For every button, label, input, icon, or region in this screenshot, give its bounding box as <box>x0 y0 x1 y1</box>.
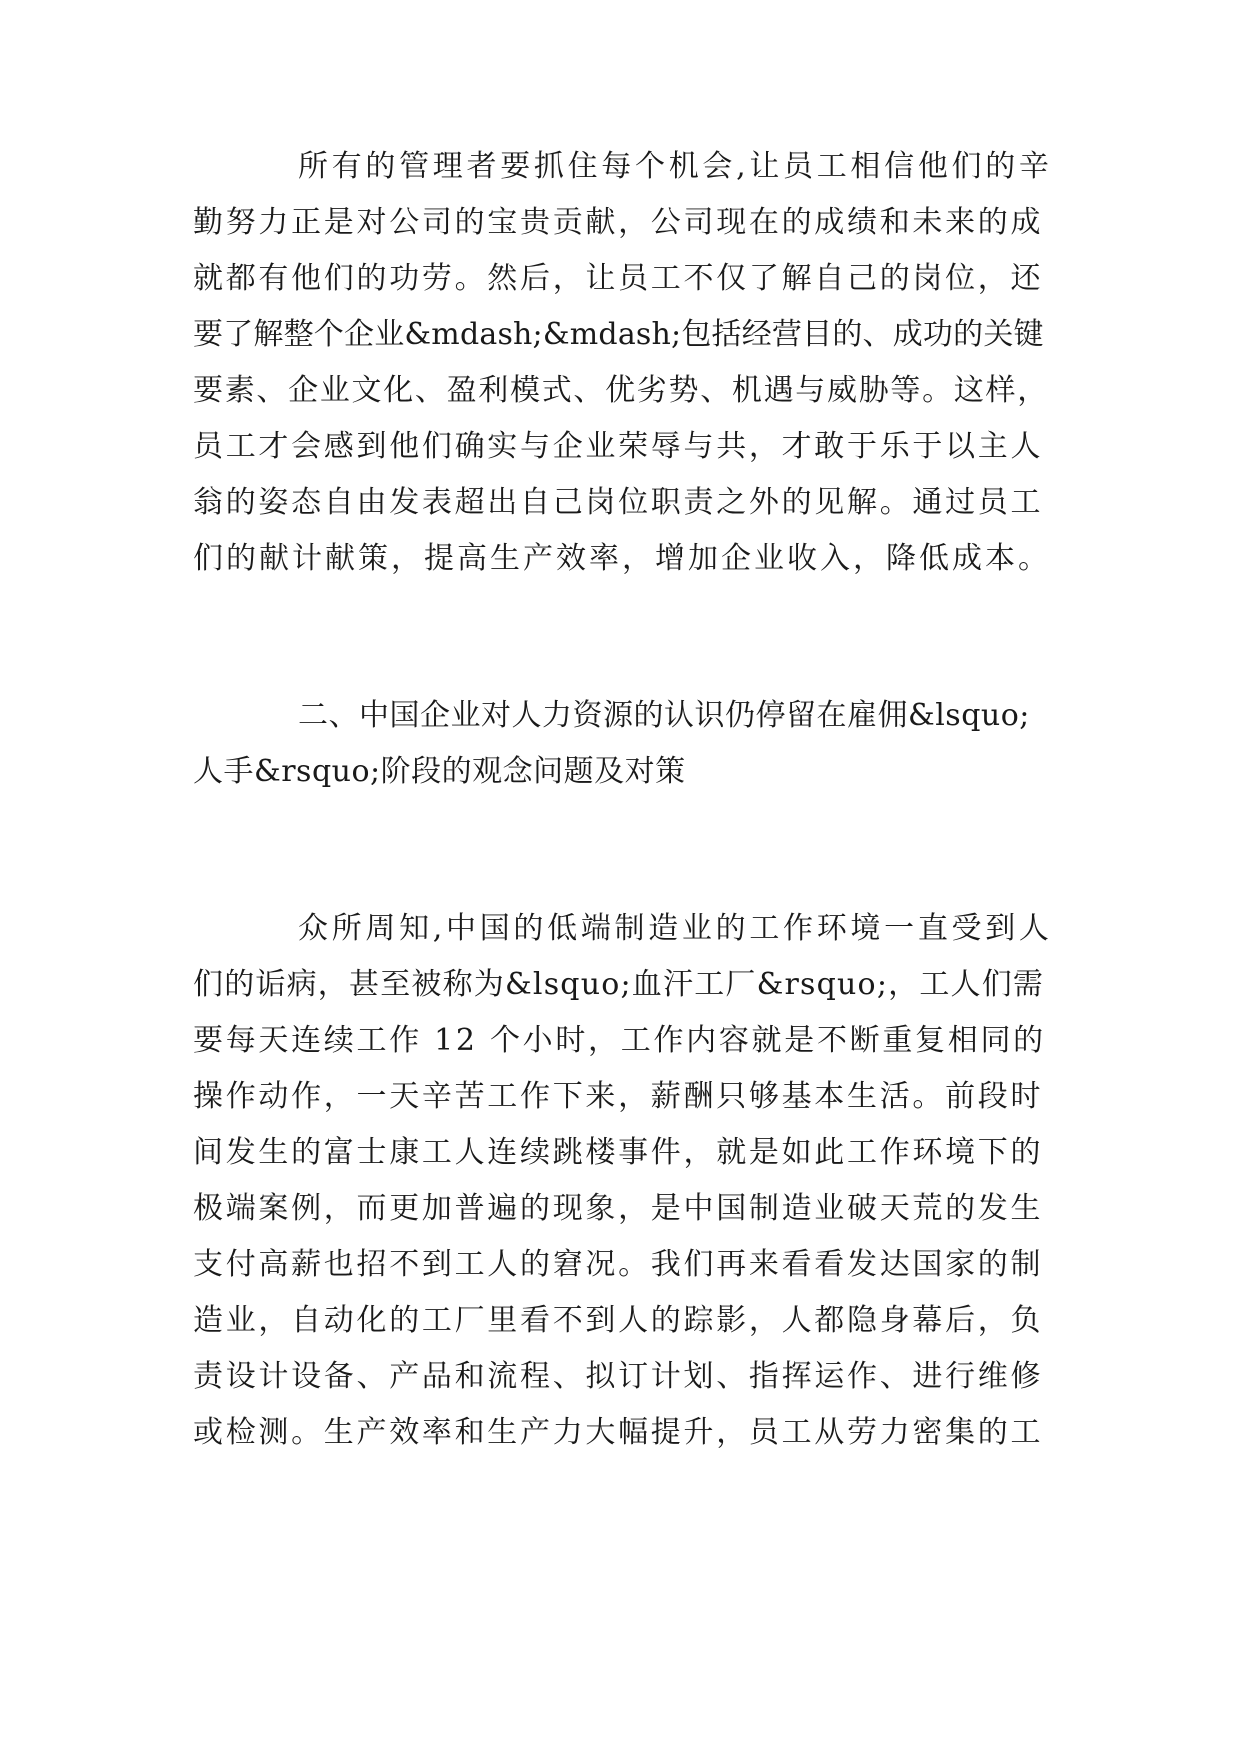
text-line: 支付高薪也招不到工人的窘况。我们再来看看发达国家的制 <box>193 1247 1044 1282</box>
text-line: 要素、企业文化、盈利模式、优劣势、机遇与威胁等。这样， <box>193 373 1049 408</box>
text-line: 要每天连续工作 12 个小时，工作内容就是不断重复相同的 <box>193 1023 1046 1058</box>
text-line: 众所周知,中国的低端制造业的工作环境一直受到人 <box>298 911 1053 946</box>
text-line: 极端案例，而更加普遍的现象，是中国制造业破天荒的发生 <box>193 1191 1044 1226</box>
text-line: 勤努力正是对公司的宝贵贡献，公司现在的成绩和未来的成 <box>193 205 1044 240</box>
text-line: 所有的管理者要抓住每个机会,让员工相信他们的辛 <box>298 149 1053 184</box>
text-line: 责设计设备、产品和流程、拟订计划、指挥运作、进行维修 <box>193 1359 1044 1394</box>
text-line: 要了解整个企业&mdash;&mdash;包括经营目的、成功的关键 <box>193 317 1044 352</box>
text-line: 或检测。生产效率和生产力大幅提升，员工从劳力密集的工 <box>193 1415 1044 1450</box>
heading-line: 人手&rsquo;阶段的观念问题及对策 <box>193 754 686 789</box>
heading-line: 二、中国企业对人力资源的认识仍停留在雇佣&lsquo; <box>298 698 1030 733</box>
text-line: 翁的姿态自由发表超出自己岗位职责之外的见解。通过员工 <box>193 485 1044 520</box>
text-line: 就都有他们的功劳。然后，让员工不仅了解自己的岗位，还 <box>193 261 1044 296</box>
text-line: 们的献计献策，提高生产效率，增加企业收入，降低成本。 <box>193 541 1051 576</box>
text-line: 造业，自动化的工厂里看不到人的踪影，人都隐身幕后，负 <box>193 1303 1044 1338</box>
text-line: 们的诟病，甚至被称为&lsquo;血汗工厂&rsquo;，工人们需 <box>193 967 1045 1002</box>
text-line: 员工才会感到他们确实与企业荣辱与共，才敢于乐于以主人 <box>193 429 1044 464</box>
text-line: 间发生的富士康工人连续跳楼事件，就是如此工作环境下的 <box>193 1135 1044 1170</box>
text-line: 操作动作，一天辛苦工作下来，薪酬只够基本生活。前段时 <box>193 1079 1044 1114</box>
